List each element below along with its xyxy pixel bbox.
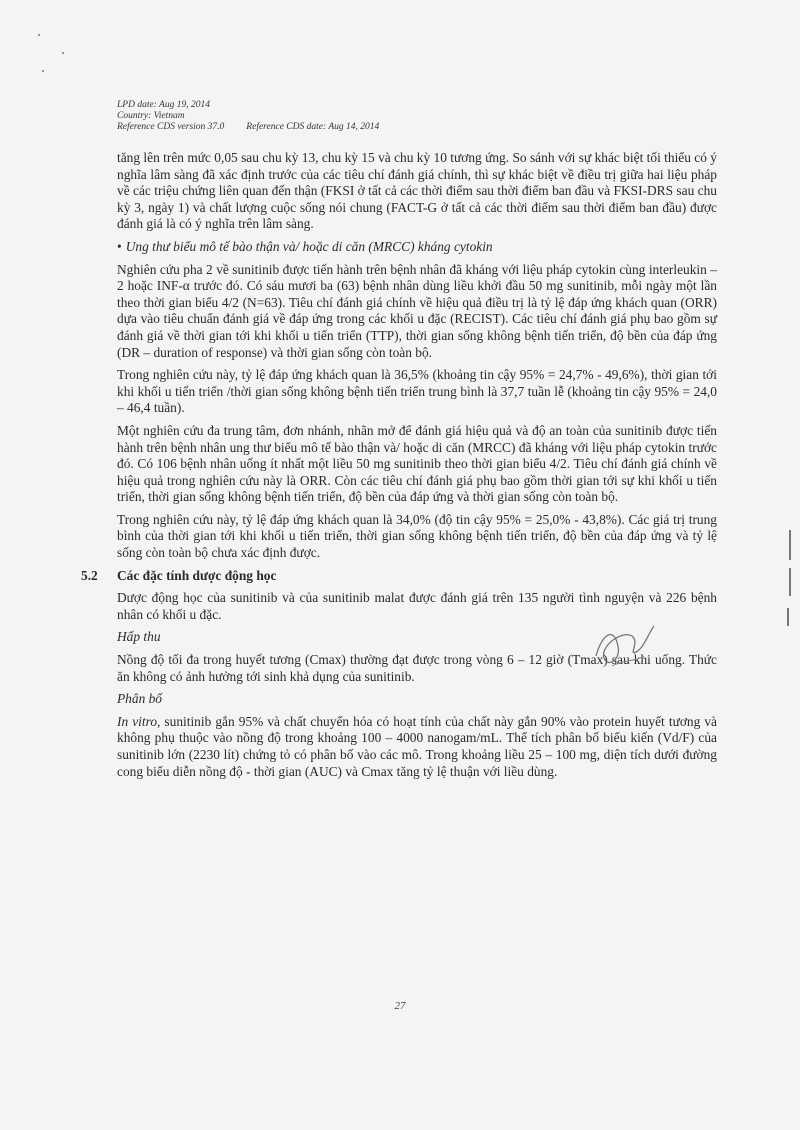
paragraph: Trong nghiên cứu này, tỷ lệ đáp ứng khách quan là 34,0% (độ tin cậy 95% = 25,0% - 43,8%). Các giá trị trung bình của thời gian tới khi khối u tiến triển, thời gian sống không bệnh tiến triển, độ bền của đáp ứng và tỷ lệ sống còn toàn bộ chưa xác định được. <box>117 511 717 561</box>
paragraph <box>117 714 717 780</box>
paragraph: Nồng độ tối đa trong huyết tương (Cmax) thường đạt được trong vòng 6 – 12 giờ (Tmax) sau khi uống. Thức ăn không có ảnh hưởng tới sinh khả dụng của sunitinib. <box>117 652 717 684</box>
distribution-text: , sunitinib gắn 95% và chất chuyển hóa có hoạt tính của chất này gắn 90% vào protein huyết tương và không phụ thuộc vào nồng độ trong khoảng 100 – 4000 nanogam/mL. Thể tích phân bố biểu kiến (Vd/F) của sunitinib lớn (2230 lít) chứng tỏ có phân bố vào các mô. Trong khoảng liều 25 – 100 mg, diện tích dưới đường cong biểu diễn nồng độ - thời gian (AUC) và Cmax tăng tỷ lệ thuận với liều dùng. <box>117 713 717 779</box>
section-heading <box>81 567 717 585</box>
page-number: 27 <box>394 1000 406 1012</box>
paragraph: Trong nghiên cứu này, tỷ lệ đáp ứng khách quan là 36,5% (khoảng tin cậy 95% = 24,7% - 49,6%), thời gian tới khi khối u tiến triển /thời gian sống không bệnh tiến triển trung bình là 37,7 tuần lễ (khoảng tin cậy 95% = 24,0 – 46,4 tuần). <box>117 367 717 416</box>
reference-line <box>117 122 717 133</box>
margin-mark <box>789 530 791 560</box>
bullet-heading <box>117 239 717 256</box>
subheading-absorption: Hấp thu <box>117 629 161 645</box>
margin-mark <box>787 608 789 626</box>
page-body <box>81 150 717 786</box>
in-vitro-text: In vitro <box>117 713 158 729</box>
document-header <box>117 100 717 133</box>
bullet-heading-text: Ung thư biểu mô tế bào thận và/ hoặc di căn (MRCC) kháng cytokin <box>125 238 493 254</box>
reference-cds-version: Reference CDS version 37.0 <box>117 122 225 132</box>
scan-speck <box>38 34 40 36</box>
reference-cds-date: Reference CDS date: Aug 14, 2014 <box>246 122 380 132</box>
subheading-distribution: Phân bố <box>117 691 163 707</box>
paragraph: Một nghiên cứu đa trung tâm, đơn nhánh, nhãn mở để đánh giá hiệu quả và độ an toàn của sunitinib được tiến hành trên bệnh nhân ung thư biểu mô tế bào thận và/ hoặc di căn (MRCC) đã kháng với liệu pháp cytokin trước đó. Có 106 bệnh nhân uống ít nhất một liều 50 mg sunitinib theo thời gian biểu 4/2. Tiêu chí đánh giá chính về hiệu quả trong nghiên cứu này là ORR. Còn các tiêu chí đánh giá phụ bao gồm thời gian tới sự khi khối u tiến triển, thời gian sống không bệnh tiến triển, độ bền của đáp ứng và thời gian sống còn toàn bộ. <box>117 422 717 505</box>
paragraph: tăng lên trên mức 0,05 sau chu kỳ 13, chu kỳ 15 và chu kỳ 10 tương ứng. So sánh với sự khác biệt tối thiểu có ý nghĩa lâm sàng đã xác định trước của các tiêu chí đánh giá chính, thì sự khác biệt về điều trị giữa hai liệu pháp về các triệu chứng liên quan đến thận (FKSI ở tất cả các thời điểm sau thời điểm ban đầu và FKSI-DRS sau chu kỳ 3, ngày 1) và chất lượng cuộc sống nói chung (FACT-G ở tất cả các thời điểm sau thời điểm ban đầu) được đánh giá là có ý nghĩa trên lâm sàng. <box>117 150 717 232</box>
country: Country: Vietnam <box>117 111 185 121</box>
bullet-icon: • <box>117 238 122 254</box>
paragraph: Dược động học của sunitinib và của sunitinib malat được đánh giá trên 135 người tình nguyện và 226 bệnh nhân có khối u đặc. <box>117 590 717 622</box>
handwritten-initials-icon <box>588 616 658 672</box>
section-title: Các đặc tính dược động học <box>117 567 277 583</box>
paragraph: Nghiên cứu pha 2 về sunitinib được tiến hành trên bệnh nhân đã kháng với liệu pháp cytokin cùng interleukin – 2 hoặc INF-α trước đó. Có sáu mươi ba (63) bệnh nhân dùng liều khởi đầu 50 mg sunitinib, mỗi ngày một lần theo thời gian biểu 4/2 (N=63). Tiêu chí đánh giá chính về hiệu quả điều trị là tỷ lệ đáp ứng khách quan (ORR) dựa vào tiêu chuẩn đánh giá về đáp ứng trong các khối u đặc (RECIST). Các tiêu chí đánh giá phụ bao gồm sự đánh giá về thời gian tới khi khối u tiến triển (TTP), thời gian sống không bệnh tiến triển, độ bền của đáp ứng (DR – duration of response) và thời gian sống còn toàn bộ. <box>117 261 717 360</box>
scan-speck <box>62 52 64 54</box>
scan-speck <box>42 70 44 72</box>
margin-mark <box>789 568 791 596</box>
section-number: 5.2 <box>81 567 98 583</box>
lpd-date: LPD date: Aug 19, 2014 <box>117 100 210 110</box>
